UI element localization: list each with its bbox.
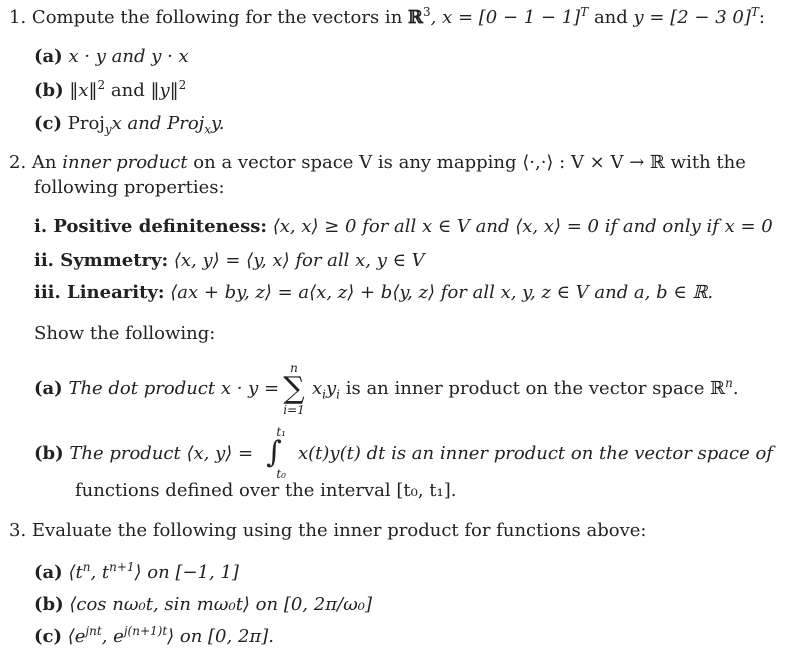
- problem-number: 3.: [9, 520, 27, 541]
- problem-2-stem-line1: 2. An inner product on a vector space V is any mapping ⟨·,·⟩ : V × V → ℝ with the: [9, 152, 746, 173]
- show-following: Show the following:: [34, 323, 216, 344]
- problem-2b-line2: functions defined over the interval [t₀, t₁].: [75, 480, 457, 501]
- problem-2b: (b) The product ⟨x, y⟩ =: [34, 443, 254, 464]
- problem-2a-rest: $x_iy_i$ is an inner product on the vector space ℝ$^n$.: [312, 376, 739, 402]
- property-positive-definiteness: i. Positive definiteness: ⟨x, x⟩ ≥ 0 for all x ∈ V and ⟨x, x⟩ = 0 if and only if x = 0: [34, 216, 773, 237]
- problem-1-stem: 1. Compute the following for the vectors in ℝ$^3$, $x = [0 - 1 - 1]^T$ and y = [2 − 3 0]$^T$:: [9, 5, 765, 28]
- integral-symbol: t₁ ∫ t₀: [266, 425, 286, 481]
- problem-3b: (b) ⟨cos nω₀t, sin mω₀t⟩ on [0, 2π/ω₀]: [34, 594, 373, 615]
- problem-1a: (a) x · y and y · x: [34, 46, 189, 67]
- problem-1c: (c) Proj$_y$x and Proj$_x$y.: [34, 113, 225, 137]
- problem-2-stem-line2: following properties:: [34, 177, 225, 198]
- problem-number: 2.: [9, 152, 27, 173]
- problem-3a: (a) $⟨t^n$, $t^{n+1}⟩$ on [−1, 1]: [34, 560, 239, 583]
- property-symmetry: ii. Symmetry: ⟨x, y⟩ = ⟨y, x⟩ for all x, y ∈ V: [34, 250, 425, 271]
- problem-1b: (b) ‖x‖$^2$ and ‖y‖$^2$: [34, 78, 187, 101]
- summation-symbol: n ∑ i=1: [283, 361, 305, 417]
- problem-2a: (a) The dot product x · y =: [34, 378, 280, 399]
- problem-2b-rest: x(t)y(t) dt is an inner product on the vector space of: [298, 443, 773, 464]
- property-linearity: iii. Linearity: ⟨ax + by, z⟩ = a⟨x, z⟩ + b⟨y, z⟩ for all x, y, z ∈ V and a, b ∈ ℝ.: [34, 282, 714, 303]
- problem-3c: (c) $⟨e^{jnt}$, $e^{j(n+1)t}⟩$ on [0, 2π].: [34, 624, 274, 647]
- problem-3-stem: 3. Evaluate the following using the inner product for functions above:: [9, 520, 647, 541]
- problem-number: 1.: [9, 7, 27, 28]
